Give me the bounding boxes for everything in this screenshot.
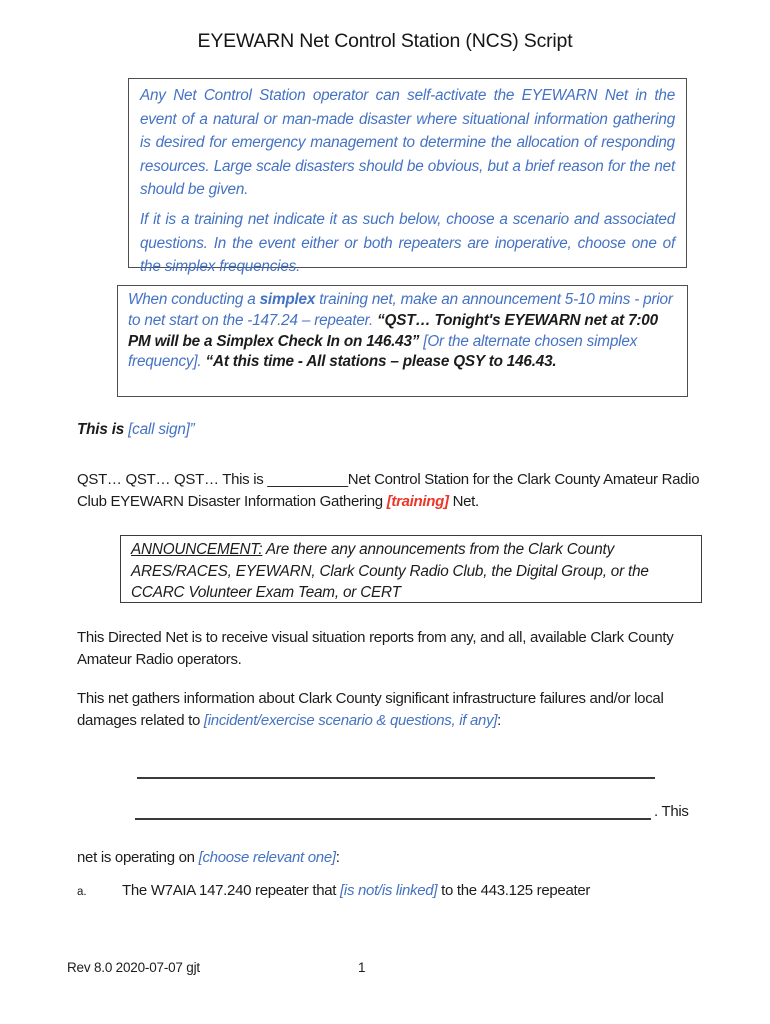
intro-instructions-box	[128, 78, 687, 276]
list-item-a-part-1: The W7AIA 147.240 repeater that	[122, 882, 341, 899]
operating-part-2: :	[335, 849, 340, 866]
list-item-a	[77, 882, 717, 899]
page-number: 1	[358, 960, 366, 975]
simplex-seg-3: training net, make an announcement 5-10 mins - prior to net start on the -147.24 – repeater.	[128, 291, 673, 329]
directed-net-paragraph: This Directed Net is to receive visual situation reports from any, and all, available Clark County Amateur Radio operators.	[77, 629, 674, 668]
operating-placeholder: [choose relevant one]	[198, 849, 336, 866]
revision-footer: Rev 8.0 2020-07-07 gjt	[67, 960, 200, 975]
callsign-prefix: This is	[77, 421, 129, 438]
callsign-placeholder: [call sign]”	[128, 421, 195, 438]
operating-part-1: net is operating on	[77, 849, 199, 866]
list-item-a-marker: a.	[77, 886, 87, 898]
page-title: EYEWARN Net Control Station (NCS) Script	[197, 30, 573, 52]
gathers-part-2: :	[497, 711, 502, 729]
simplex-quote-1: “QST… Tonight's EYEWARN net at 7:00 PM will be a Simplex Check In on 146.43”	[128, 311, 658, 350]
simplex-seg-1: When conducting a	[128, 291, 260, 308]
qst-part-1: QST… QST… QST… This is	[77, 471, 268, 488]
fill-in-line-1[interactable]	[137, 777, 655, 779]
simplex-quote-2: “At this time - All stations – please QSY to 146.43.	[205, 353, 557, 371]
gathers-paragraph	[77, 688, 702, 731]
linked-placeholder: [is not/is linked]	[340, 882, 438, 899]
announcement-label: ANNOUNCEMENT:	[131, 541, 263, 558]
intro-paragraph-1: Any Net Control Station operator can self-activate the EYEWARN Net in the event of a natural or man-made disaster where situational information gathering is desired for emergency management to determine the allocation of responding resources. Large scale disasters should be obvious, but a brief reason for the net should be given.	[140, 87, 675, 199]
list-item-a-text	[77, 882, 717, 899]
qst-part-3: Net.	[448, 493, 479, 510]
callsign-line	[77, 421, 195, 439]
simplex-keyword: simplex	[259, 291, 316, 308]
simplex-announcement-box	[117, 285, 688, 397]
operating-line	[77, 847, 702, 869]
scenario-placeholder: [incident/exercise scenario & questions, if any]	[203, 711, 498, 729]
fill-in-line-2[interactable]	[135, 818, 651, 820]
announcement-text: Are there any announcements from the Clark County ARES/RACES, EYEWARN, Clark County Radio Club, the Digital Group, or the CCARC Volunteer Exam Team, or CERT	[131, 541, 649, 601]
training-tag: [training]	[386, 493, 449, 510]
simplex-alternate-note: [Or the alternate chosen simplex frequency].	[128, 332, 638, 371]
intro-paragraph-2: If it is a training net indicate it as such below, choose a scenario and associated questions. In the event either or both repeaters are inoperative, choose one of the simplex frequencies.	[140, 210, 675, 276]
qst-fill-blank[interactable]: __________	[267, 471, 348, 488]
list-item-a-part-2: to the 443.125 repeater	[437, 882, 591, 899]
fill-line-2-suffix: . This	[654, 803, 689, 820]
gathers-part-1: This net gathers information about Clark County significant infrastructure failures and/or local damages related to	[77, 690, 664, 729]
announcement-box	[120, 535, 702, 603]
qst-opening-paragraph	[77, 469, 702, 513]
qst-part-2: Net Control Station for the Clark County Amateur Radio Club EYEWARN Disaster Information Gathering	[77, 471, 700, 510]
